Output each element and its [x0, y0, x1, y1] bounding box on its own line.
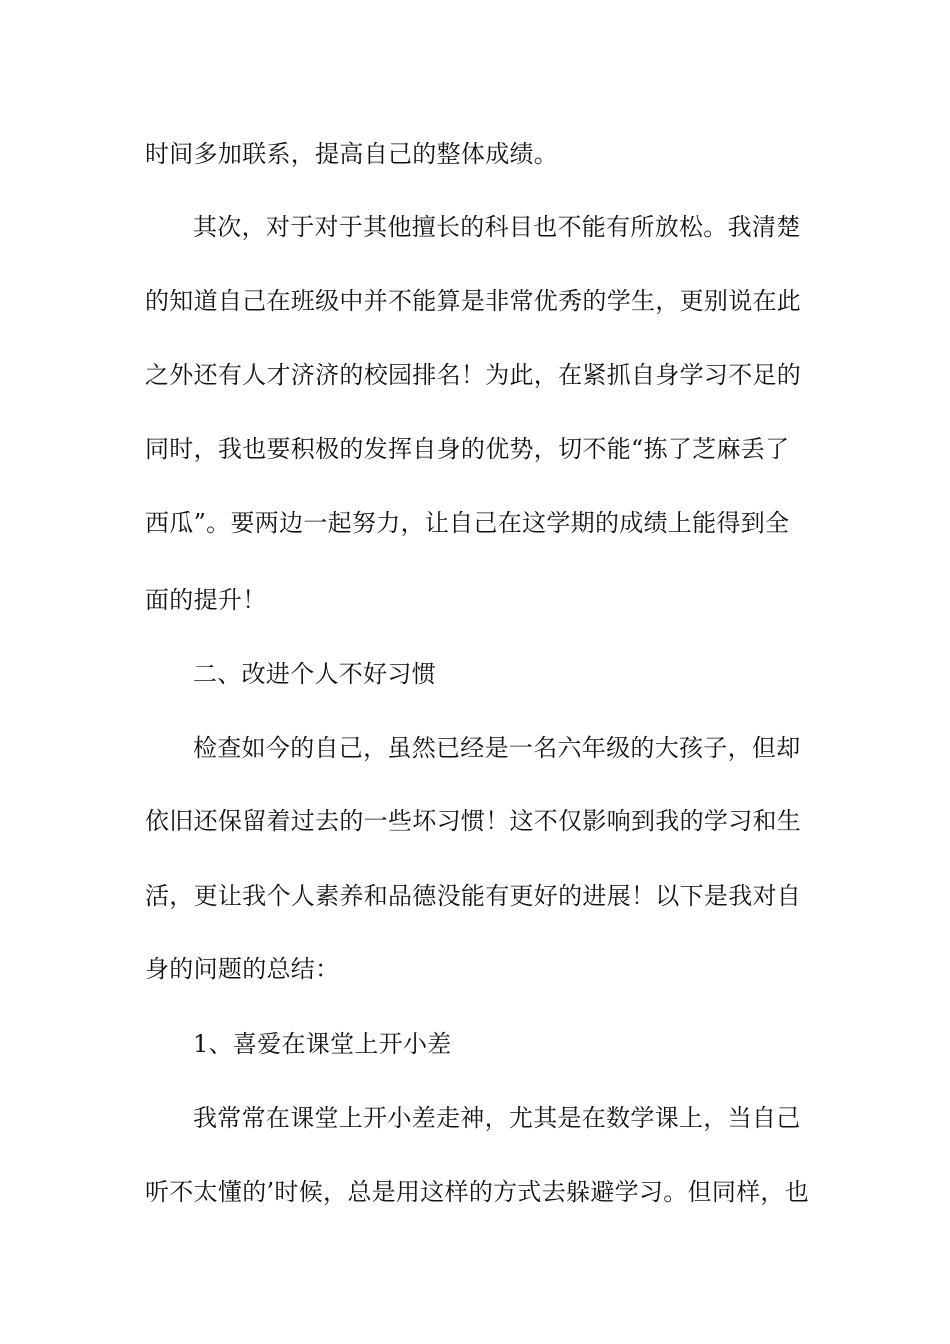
paragraph-line: 之外还有人才济济的校园排名！为此，在紧抓自身学习不足的 [145, 361, 802, 389]
paragraph-line: 同时，我也要积极的发挥自身的优势，切不能“拣了芝麻丢了 [145, 435, 790, 463]
list-item-heading: 1、喜爱在课堂上开小差 [193, 1030, 452, 1058]
paragraph-line: 的知道自己在班级中并不能算是非常优秀的学生，更别说在此 [145, 287, 802, 315]
paragraph-line: 检查如今的自己，虽然已经是一名六年级的大孩子，但却 [193, 734, 801, 762]
paragraph-line: 西瓜”。要两边一起努力，让自己在这学期的成绩上能得到全 [145, 509, 790, 537]
paragraph-line: 身的问题的总结： [145, 955, 340, 983]
paragraph-line: 我常常在课堂上开小差走神，尤其是在数学课上，当自己 [193, 1104, 801, 1132]
section-heading: 二、改进个人不好习惯 [193, 660, 436, 688]
paragraph-line: 时间多加联系，提高自己的整体成绩。 [145, 140, 559, 168]
paragraph-line: 依旧还保留着过去的一些坏习惯！这不仅影响到我的学习和生 [145, 807, 802, 835]
paragraph-line: 面的提升！ [145, 586, 267, 614]
paragraph-line: 听不太懂的’时候，总是用这样的方式去躲避学习。但同样，也 [145, 1178, 810, 1206]
paragraph-line: 其次，对于对于其他擅长的科目也不能有所放松。我清楚 [193, 213, 801, 241]
paragraph-line: 活，更让我个人素养和品德没能有更好的进展！以下是我对自 [145, 882, 802, 910]
